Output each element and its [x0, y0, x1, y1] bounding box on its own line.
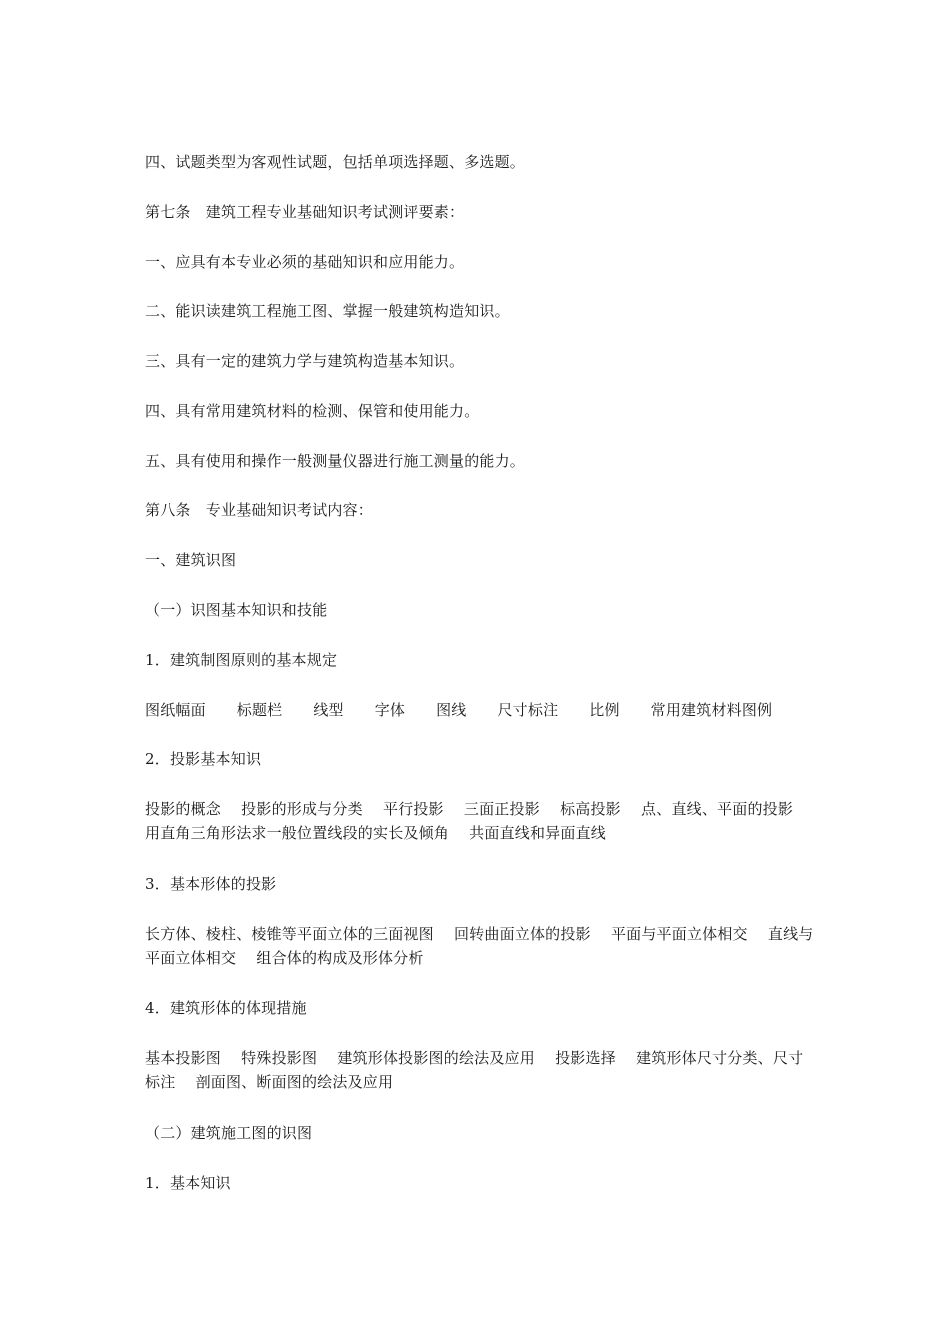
article-heading: 第七条 建筑工程专业基础知识考试测评要素：: [145, 203, 465, 221]
section-heading: 一、建筑识图: [145, 551, 237, 569]
text-line: 二、能识读建筑工程施工图、掌握一般建筑构造知识。: [145, 302, 510, 320]
term-item: 尺寸标注: [497, 701, 559, 719]
term-item: 图纸幅面: [145, 701, 206, 719]
text-line: 五、具有使用和操作一般测量仪器进行施工测量的能力。: [145, 452, 526, 470]
paragraph: 长方体、棱柱、棱锥等平面立体的三面视图 回转曲面立体的投影 平面与平面立体相交 直线与平面立体相交 组合体的构成及形体分析: [145, 925, 814, 967]
item-heading: 1．建筑制图原则的基本规定: [145, 651, 338, 669]
paragraph: 基本投影图 特殊投影图 建筑形体投影图的绘法及应用 投影选择 建筑形体尺寸分类、尺寸标注 剖面图、断面图的绘法及应用: [145, 1049, 804, 1091]
text-line: 四、试题类型为客观性试题，包括单项选择题、多选题。: [145, 153, 526, 171]
term-item: 比例: [589, 701, 620, 719]
term-item: 字体: [374, 701, 406, 719]
subsection-heading: （二）建筑施工图的识图: [145, 1124, 313, 1142]
term-item: 图线: [436, 701, 467, 719]
term-item: 线型: [313, 701, 344, 719]
text-line: 三、具有一定的建筑力学与建筑构造基本知识。: [145, 352, 465, 370]
item-heading: 2．投影基本知识: [145, 750, 262, 768]
term-list: [145, 698, 772, 722]
paragraph: 投影的概念 投影的形成与分类 平行投影 三面正投影 标高投影 点、直线、平面的投影 用直角三角形法求一般位置线段的实长及倾角 共面直线和异面直线: [145, 800, 814, 842]
text-line: 一、应具有本专业必须的基础知识和应用能力。: [145, 253, 465, 271]
text-line: 四、具有常用建筑材料的检测、保管和使用能力。: [145, 402, 480, 420]
term-item: 标题栏: [236, 701, 283, 719]
item-heading: 4．建筑形体的体现措施: [145, 999, 307, 1017]
article-heading: 第八条 专业基础知识考试内容：: [145, 501, 374, 519]
item-heading: 3．基本形体的投影: [145, 875, 277, 893]
item-heading: 1．基本知识: [145, 1174, 231, 1192]
term-item: 常用建筑材料图例: [650, 701, 773, 719]
subsection-heading: （一）识图基本知识和技能: [145, 601, 328, 619]
